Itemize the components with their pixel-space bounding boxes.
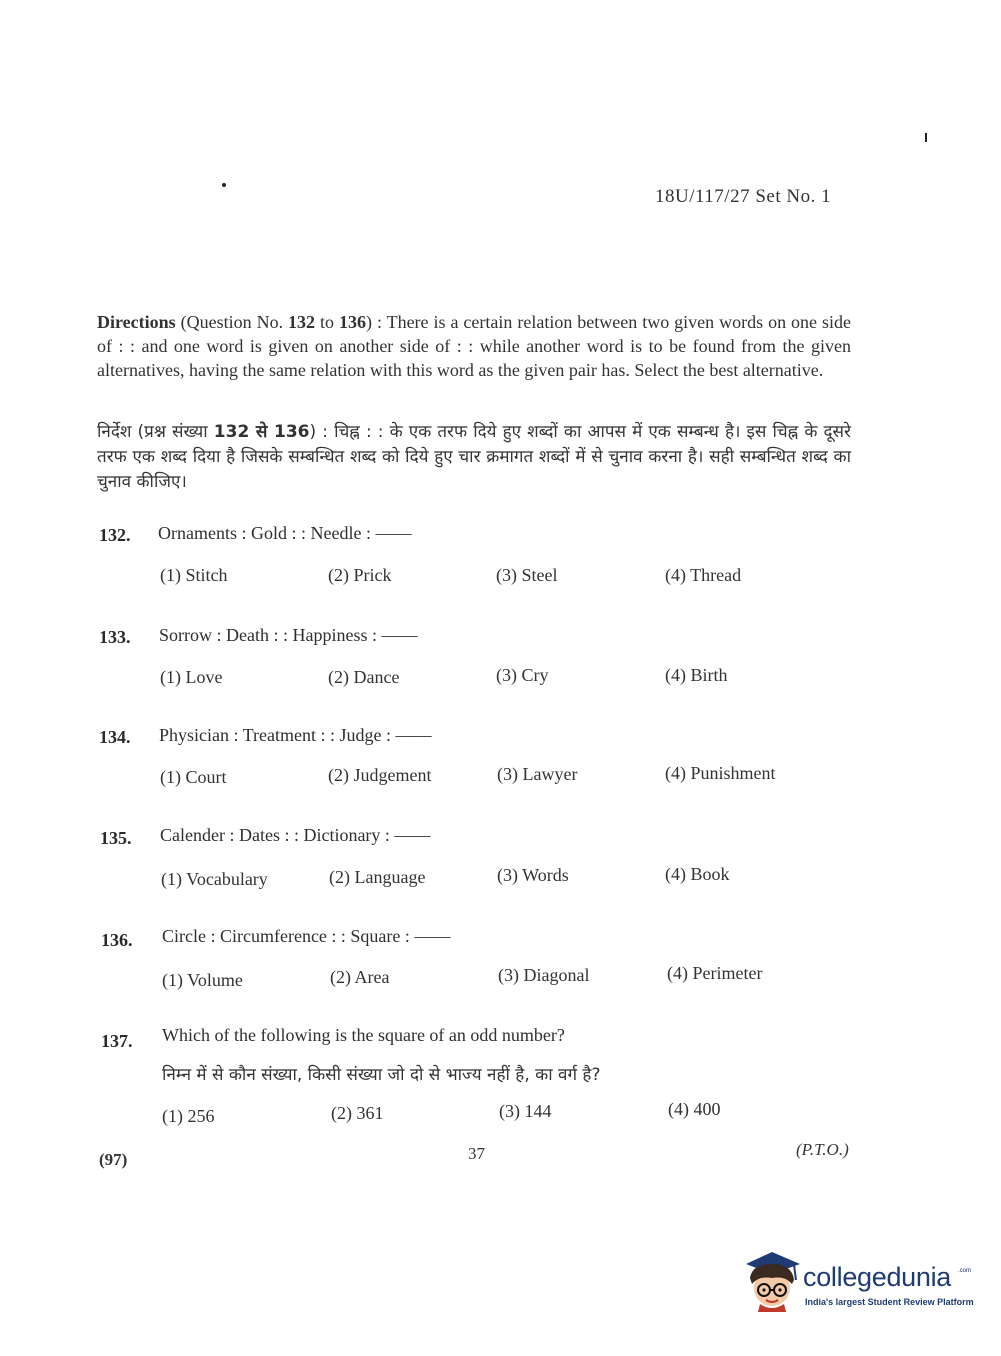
margin-tick-mark [925,133,927,142]
option-3: (3) 144 [499,1101,552,1121]
option-4: (4) Birth [665,665,728,685]
collegedunia-mascot-icon [742,1250,804,1314]
stray-dot-mark [222,183,226,187]
option-4: (4) Perimeter [667,963,763,983]
logo-domain-suffix: .com [958,1268,972,1274]
option-2: (2) Language [329,867,426,887]
question-number: 133. [99,627,131,647]
question-number: 132. [99,525,131,545]
question-text-hindi: निम्न में से कौन संख्या, किसी संख्या जो दो से भाज्य नहीं है, का वर्ग है? [162,1065,601,1085]
option-4: (4) Punishment [665,763,776,783]
option-2: (2) 361 [331,1103,384,1123]
option-1: (1) Court [160,767,227,787]
collegedunia-logo-text: collegedunia [803,1262,952,1292]
option-4: (4) Book [665,864,730,884]
option-3: (3) Lawyer [497,764,578,784]
question-text: Sorrow : Death : : Happiness : —— [159,625,418,645]
option-3: (3) Cry [496,665,549,685]
question-text: Which of the following is the square of an odd number? [162,1025,565,1045]
option-1: (1) Volume [162,970,243,990]
set-number-code: 18U/117/27 Set No. 1 [655,186,832,207]
footer-booklet-code: (97) [99,1150,128,1169]
question-number: 134. [99,727,131,747]
option-1: (1) Stitch [160,565,228,585]
option-3: (3) Words [497,865,569,885]
directions-hindi: निर्देश (प्रश्न संख्या 132 से 136) : चिह्न : : के एक तरफ दिये हुए शब्दों का आपस में एक सम्बन्ध है। इस चिह्न के दूसरे तरफ एक शब्द दिया है जिसके सम्बन्धित शब्द को दिये हुए चार क्रमागत शब्दों में से चुनाव करना है। सही सम्बन्धित शब्द का चुनाव कीजिए। [97,422,851,492]
option-1: (1) Vocabulary [161,869,268,889]
pto-marker: (P.T.O.) [796,1140,849,1159]
page-number: 37 [468,1144,485,1163]
option-4: (4) 400 [668,1099,721,1119]
option-3: (3) Diagonal [498,965,590,985]
option-4: (4) Thread [665,565,742,585]
question-text: Ornaments : Gold : : Needle : —— [158,523,412,543]
question-number: 135. [100,828,132,848]
option-3: (3) Steel [496,565,558,585]
directions-label: Directions [97,312,176,332]
option-2: (2) Area [330,967,390,987]
option-2: (2) Dance [328,667,400,687]
logo-tagline: India's largest Student Review Platform [805,1297,974,1307]
option-2: (2) Prick [328,565,392,585]
question-text: Circle : Circumference : : Square : —— [162,926,451,946]
question-text: Physician : Treatment : : Judge : —— [159,725,432,745]
directions-english: Directions (Question No. 132 to 136) : There is a certain relation between two given words on one side of : : and one word is given on another side of : : while another word is to be found from the given alternatives, having the same relation with this word as the given pair has. Select the best alternative. [97,312,852,380]
question-number: 136. [101,930,133,950]
option-1: (1) Love [160,667,223,687]
question-number: 137. [101,1031,133,1051]
option-1: (1) 256 [162,1106,215,1126]
question-text: Calender : Dates : : Dictionary : —— [160,825,431,845]
option-2: (2) Judgement [328,765,432,785]
